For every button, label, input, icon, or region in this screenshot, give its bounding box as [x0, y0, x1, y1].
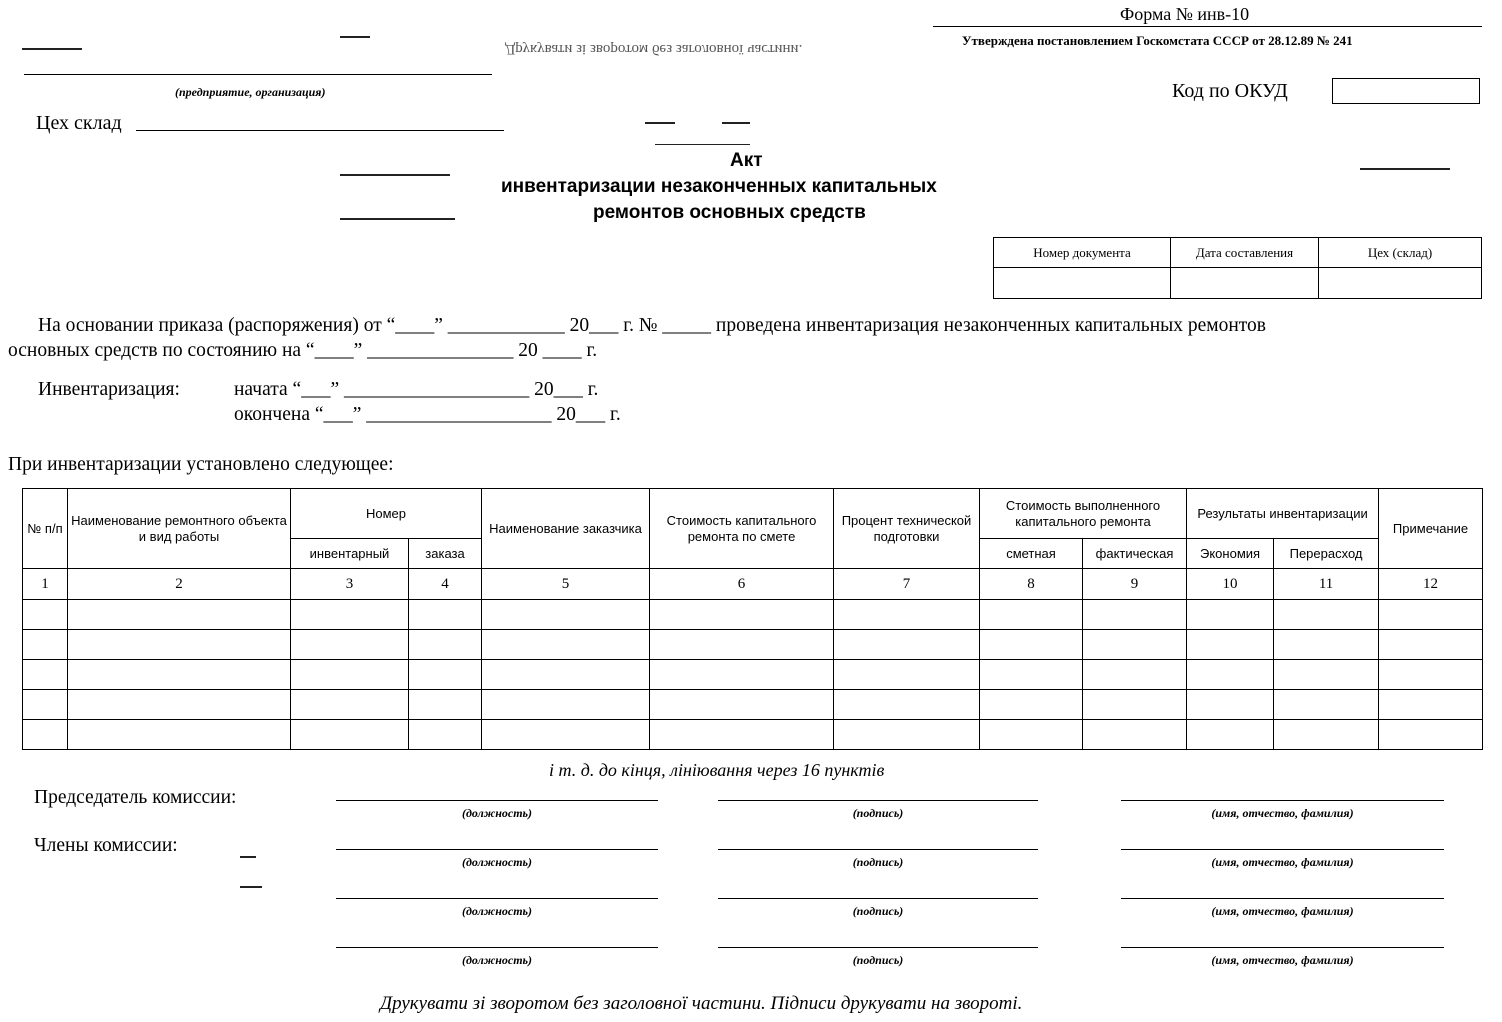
col-header-order: заказа	[409, 539, 482, 569]
members-label: Члены комиссии:	[34, 835, 178, 856]
table-cell[interactable]	[409, 720, 482, 750]
table-cell[interactable]	[409, 660, 482, 690]
table-cell[interactable]	[68, 600, 291, 630]
table-cell[interactable]	[1274, 600, 1379, 630]
title-line-3: ремонтов основных средств	[593, 202, 866, 223]
signature-line[interactable]	[718, 800, 1038, 801]
col-number: 5	[482, 569, 650, 600]
doc-number-header: Номер документа	[994, 238, 1171, 268]
table-cell[interactable]	[1083, 690, 1187, 720]
col-header-cost-done: Стоимость выполненного капитального ремонта	[980, 489, 1187, 539]
table-cell[interactable]	[23, 690, 68, 720]
col-number: 9	[1083, 569, 1187, 600]
signature-caption: (подпись)	[852, 806, 904, 820]
full-name-caption: (имя, отчество, фамилия)	[1211, 855, 1354, 869]
table-cell[interactable]	[650, 720, 834, 750]
continue-note: і т. д. до кінця, лініювання через 16 пунктів	[549, 760, 885, 780]
full-name-line[interactable]	[1121, 800, 1444, 801]
table-cell[interactable]	[650, 690, 834, 720]
col-number: 8	[980, 569, 1083, 600]
table-cell[interactable]	[1083, 630, 1187, 660]
table-cell[interactable]	[68, 630, 291, 660]
col-header-overrun: Перерасход	[1274, 539, 1379, 569]
col-header-note: Примечание	[1379, 489, 1483, 569]
approval-note: Утверждена постановлением Госкомстата СССР от 28.12.89 № 241	[962, 33, 1353, 48]
col-number: 11	[1274, 569, 1379, 600]
col-header-inventory: инвентарный	[291, 539, 409, 569]
table-cell[interactable]	[1083, 600, 1187, 630]
table-cell[interactable]	[1083, 720, 1187, 750]
table-cell[interactable]	[834, 690, 980, 720]
full-name-line[interactable]	[1121, 898, 1444, 899]
column-number-row	[23, 569, 1483, 600]
col-number: 12	[1379, 569, 1483, 600]
table-cell[interactable]	[1274, 690, 1379, 720]
table-cell[interactable]	[1274, 630, 1379, 660]
okud-code-field[interactable]	[1332, 78, 1480, 104]
chairman-label: Председатель комиссии:	[34, 787, 237, 808]
table-cell[interactable]	[650, 660, 834, 690]
col-header-cost-estimate: Стоимость капитального ремонта по смете	[650, 489, 834, 569]
table-cell[interactable]	[834, 630, 980, 660]
table-cell[interactable]	[23, 720, 68, 750]
full-name-caption: (имя, отчество, фамилия)	[1211, 904, 1354, 918]
table-cell[interactable]	[1379, 630, 1483, 660]
table-row	[23, 630, 1483, 660]
position-caption: (должность)	[461, 855, 533, 869]
inventory-started: начата “___” ___________________ 20___ г.	[234, 379, 599, 400]
table-cell[interactable]	[1083, 660, 1187, 690]
position-line[interactable]	[336, 849, 658, 850]
col-header-name: Наименование ремонтного объекта и вид работы	[68, 489, 291, 569]
table-cell[interactable]	[409, 600, 482, 630]
table-cell[interactable]	[482, 660, 650, 690]
established-heading: При инвентаризации установлено следующее:	[8, 454, 394, 475]
table-row	[23, 600, 1483, 630]
col-header-economy: Экономия	[1187, 539, 1274, 569]
full-name-line[interactable]	[1121, 849, 1444, 850]
inventory-table	[22, 488, 1483, 750]
table-cell[interactable]	[980, 600, 1083, 630]
signature-caption: (подпись)	[852, 904, 904, 918]
col-header-customer: Наименование заказчика	[482, 489, 650, 569]
col-number: 4	[409, 569, 482, 600]
table-cell[interactable]	[980, 630, 1083, 660]
doc-date-header: Дата составления	[1171, 238, 1319, 268]
table-cell[interactable]	[650, 600, 834, 630]
table-cell[interactable]	[482, 600, 650, 630]
table-row	[23, 720, 1483, 750]
col-header-percent: Процент технической подготовки	[834, 489, 980, 569]
position-line[interactable]	[336, 947, 658, 948]
table-row	[23, 690, 1483, 720]
col-header-number: Номер	[291, 489, 482, 539]
table-cell[interactable]	[650, 630, 834, 660]
table-cell[interactable]	[980, 660, 1083, 690]
table-cell[interactable]	[834, 600, 980, 630]
doc-workshop-header: Цех (склад)	[1319, 238, 1482, 268]
col-number: 1	[23, 569, 68, 600]
table-cell[interactable]	[980, 720, 1083, 750]
table-cell[interactable]	[291, 720, 409, 750]
signature-caption: (подпись)	[852, 855, 904, 869]
table-cell[interactable]	[23, 630, 68, 660]
organization-caption: (предприятие, организация)	[175, 85, 326, 99]
workshop-label: Цех склад	[36, 112, 122, 134]
col-number: 2	[68, 569, 291, 600]
full-name-line[interactable]	[1121, 947, 1444, 948]
col-header-actual: фактическая	[1083, 539, 1187, 569]
doc-number-field[interactable]	[994, 268, 1171, 299]
signature-line[interactable]	[718, 849, 1038, 850]
position-caption: (должность)	[461, 904, 533, 918]
full-name-caption: (имя, отчество, фамилия)	[1211, 806, 1354, 820]
table-cell[interactable]	[291, 600, 409, 630]
col-number: 6	[650, 569, 834, 600]
table-cell[interactable]	[980, 690, 1083, 720]
table-cell[interactable]	[1187, 660, 1274, 690]
position-line[interactable]	[336, 898, 658, 899]
document-info-table	[993, 237, 1482, 299]
table-row	[23, 660, 1483, 690]
inventory-label: Инвентаризация:	[38, 379, 180, 400]
table-cell[interactable]	[1274, 660, 1379, 690]
table-cell[interactable]	[409, 630, 482, 660]
title-act: Акт	[730, 150, 763, 171]
table-cell[interactable]	[68, 690, 291, 720]
table-cell[interactable]	[1187, 690, 1274, 720]
table-cell[interactable]	[291, 690, 409, 720]
col-header-results: Результаты инвентаризации	[1187, 489, 1379, 539]
order-line-1: На основании приказа (распоряжения) от “____” ____________ 20___ г. № _____ проведена инвентаризация незаконченных капитальных ремонтов	[38, 315, 1267, 336]
position-caption: (должность)	[461, 953, 533, 967]
table-cell[interactable]	[291, 630, 409, 660]
table-cell[interactable]	[834, 660, 980, 690]
okud-label: Код по ОКУД	[1172, 80, 1288, 102]
table-cell[interactable]	[291, 660, 409, 690]
inventory-finished: окончена “___” ___________________ 20___ г.	[234, 404, 621, 425]
table-cell[interactable]	[23, 660, 68, 690]
col-number: 3	[291, 569, 409, 600]
table-cell[interactable]	[409, 690, 482, 720]
bleed-through-text: Друкувати зі зворотом без заголовної частини.	[505, 41, 803, 57]
title-line-2: инвентаризации незаконченных капитальных	[501, 176, 937, 197]
table-cell[interactable]	[1187, 600, 1274, 630]
order-line-2: основных средств по состоянию на “____” _______________ 20 ____ г.	[8, 340, 598, 361]
col-header-estimated: сметная	[980, 539, 1083, 569]
table-cell[interactable]	[834, 720, 980, 750]
col-header-no: № п/п	[23, 489, 68, 569]
table-cell[interactable]	[482, 690, 650, 720]
table-cell[interactable]	[1187, 630, 1274, 660]
signature-caption: (подпись)	[852, 953, 904, 967]
table-cell[interactable]	[482, 630, 650, 660]
col-number: 10	[1187, 569, 1274, 600]
table-cell[interactable]	[23, 600, 68, 630]
doc-workshop-field[interactable]	[1319, 268, 1482, 299]
table-cell[interactable]	[1187, 720, 1274, 750]
table-cell[interactable]	[1379, 600, 1483, 630]
form-number: Форма № инв-10	[1120, 4, 1250, 24]
table-cell[interactable]	[482, 720, 650, 750]
signature-line[interactable]	[718, 898, 1038, 899]
position-caption: (должность)	[461, 806, 533, 820]
full-name-caption: (имя, отчество, фамилия)	[1211, 953, 1354, 967]
signature-line[interactable]	[718, 947, 1038, 948]
table-cell[interactable]	[1379, 690, 1483, 720]
table-cell[interactable]	[68, 720, 291, 750]
print-note: Друкувати зі зворотом без заголовної частини. Підписи друкувати на звороті.	[380, 993, 1023, 1014]
doc-date-field[interactable]	[1171, 268, 1319, 299]
table-cell[interactable]	[1274, 720, 1379, 750]
col-number: 7	[834, 569, 980, 600]
position-line[interactable]	[336, 800, 658, 801]
table-cell[interactable]	[68, 660, 291, 690]
table-cell[interactable]	[1379, 720, 1483, 750]
table-cell[interactable]	[1379, 660, 1483, 690]
